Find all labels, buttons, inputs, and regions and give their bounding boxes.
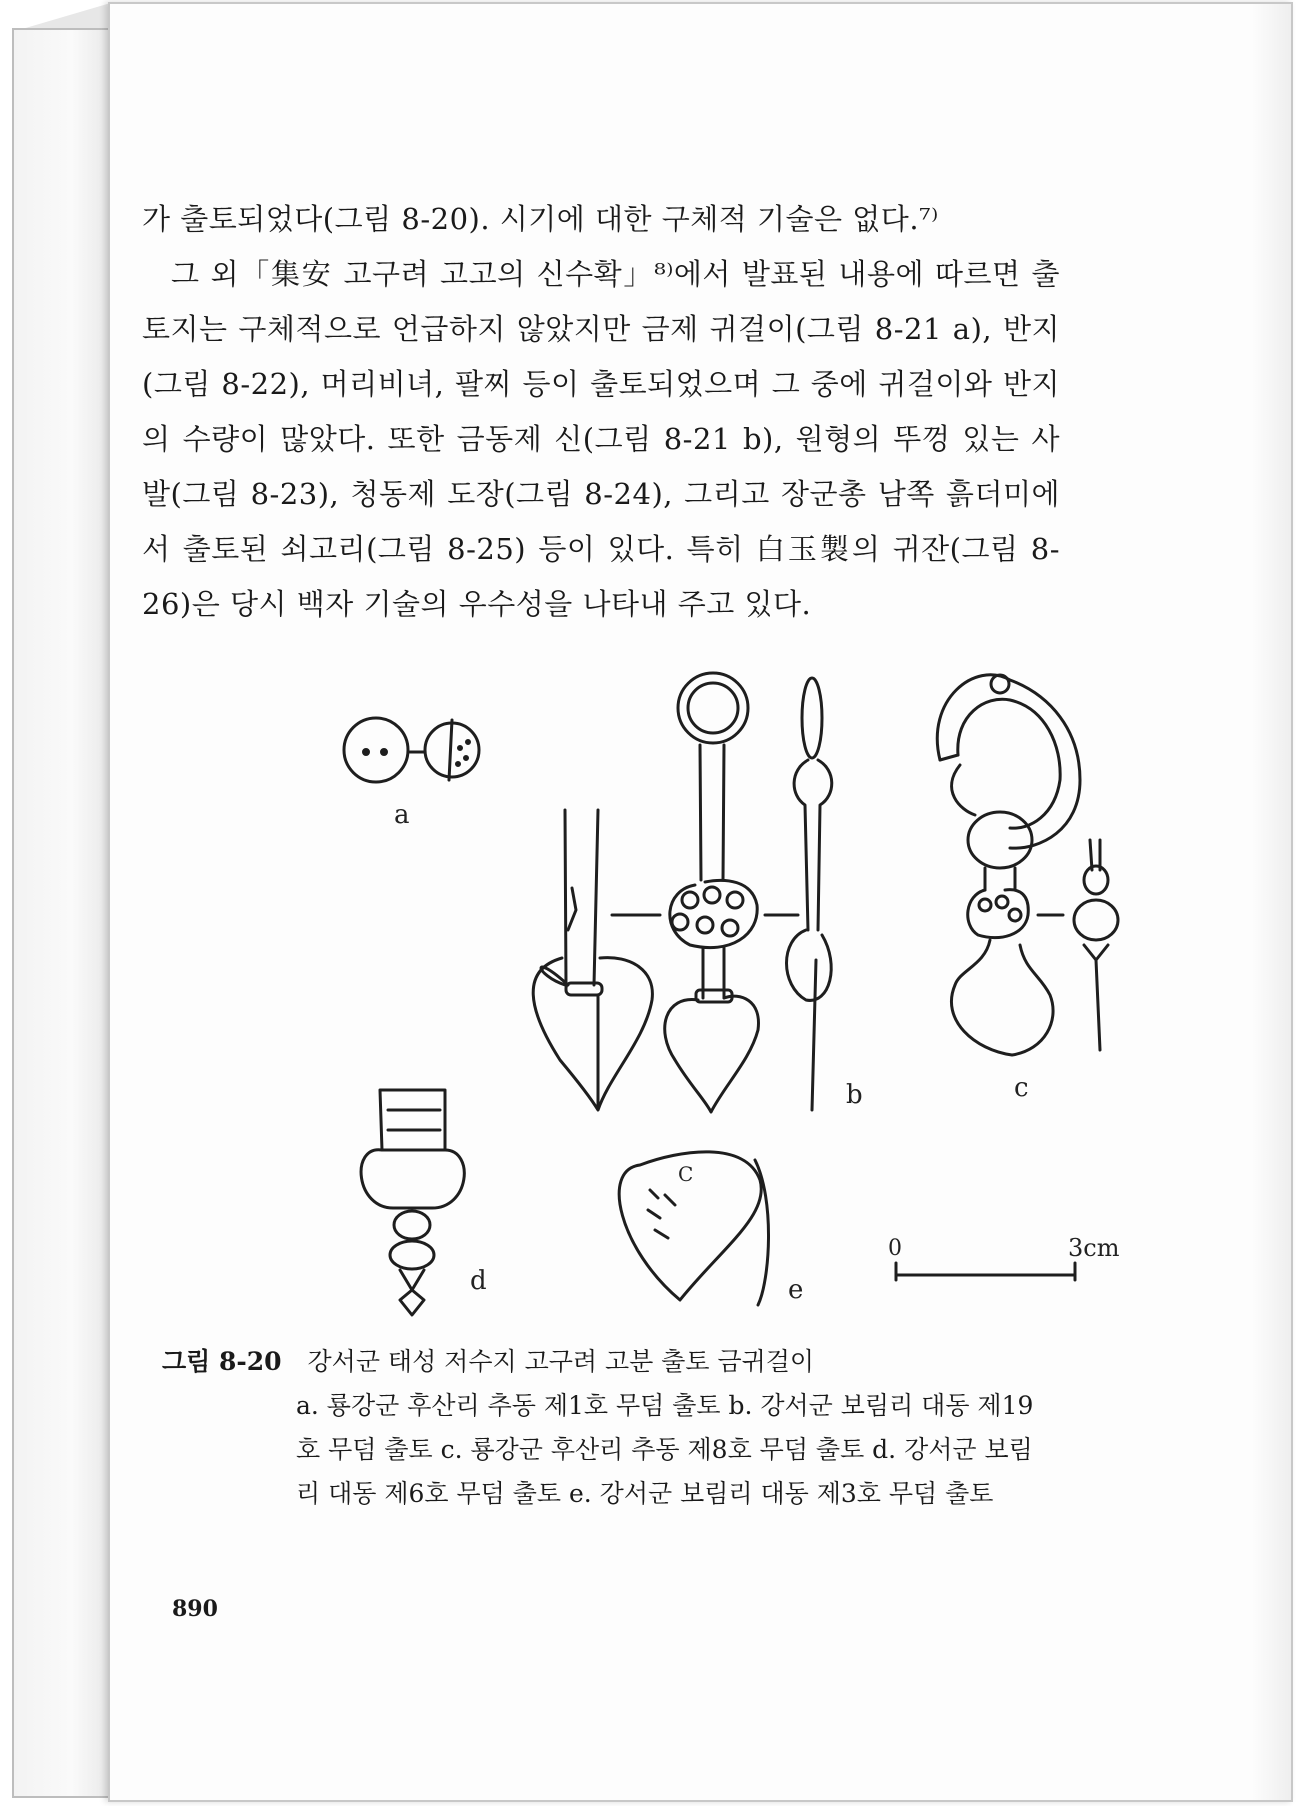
figure-label-e: e bbox=[788, 1275, 804, 1305]
scale-bar bbox=[896, 1263, 1075, 1280]
scale-zero-label: 0 bbox=[888, 1236, 902, 1261]
figure-a-beads bbox=[344, 718, 479, 782]
caption-body: a. 룡강군 후산리 추동 제1호 무덤 출토 b. 강서군 보림리 대동 제19호 무덤 출토 c. 룡강군 후산리 추동 제8호 무덤 출토 d. 강서군 보림리 대동 제6호 무덤 출토 e. 강서군 보림리 대동 제3호 무덤 출토 bbox=[296, 1391, 1034, 1508]
figure-d-earring bbox=[361, 1090, 464, 1315]
figure-label-b: b bbox=[846, 1080, 863, 1110]
paragraph-2: 그 외「集安 고구려 고고의 신수확」⁸⁾에서 발표된 내용에 따르면 출토지는 구체적으로 언급하지 않았지만 금제 귀걸이(그림 8-21 a), 반지(그림 8-22), 머리비녀, 팔찌 등이 출토되었으며 그 중에 귀걸이와 반지의 수량이 많았다. 또한 금동제 신(그림 8-21 b), 원형의 뚜껑 있는 사발(그림 8-23), 청동제 도장(그림 8-24), 그리고 장군총 남쪽 흙더미에서 출토된 쇠고리(그림 8-25) 등이 있다. 특히 白玉製의 귀잔(그림 8-26)은 당시 백자 기술의 우수성을 나타내 주고 있다. bbox=[142, 257, 1060, 621]
scale-max-label: 3cm bbox=[1068, 1234, 1120, 1262]
caption-title-line bbox=[162, 1340, 1162, 1384]
caption-title: 강서군 태성 저수지 고구려 고분 출토 금귀걸이 bbox=[307, 1347, 815, 1376]
figure-label-a: a bbox=[394, 800, 410, 830]
caption-number: 그림 8-20 bbox=[162, 1347, 282, 1376]
figure-label-c: c bbox=[1014, 1073, 1029, 1103]
figure-b-earrings bbox=[533, 673, 832, 1112]
figure-caption bbox=[162, 1340, 1162, 1516]
figure-c-ring-earring bbox=[937, 675, 1118, 1055]
paragraph-1: 가 출토되었다(그림 8-20). 시기에 대한 구체적 기술은 없다.⁷⁾ bbox=[142, 202, 939, 236]
figure-label-d: d bbox=[470, 1266, 487, 1296]
figure-e-leaf bbox=[619, 1152, 768, 1305]
page-number: 890 bbox=[172, 1596, 218, 1622]
figure-mark-c: C bbox=[678, 1162, 694, 1186]
